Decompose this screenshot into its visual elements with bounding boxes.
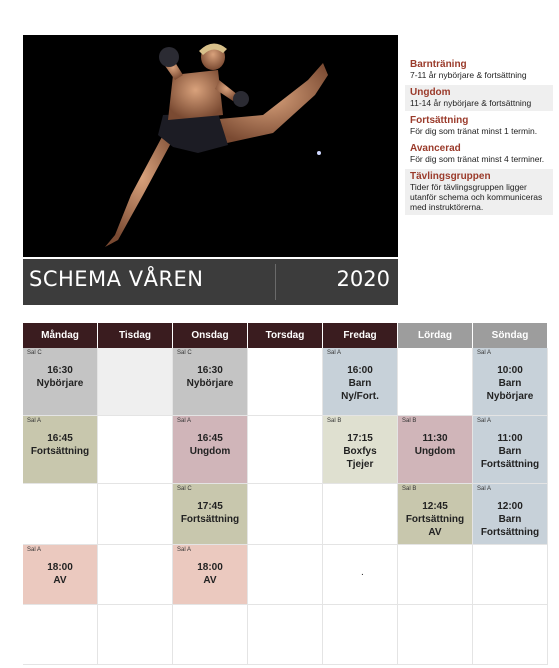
- session-label: 10:00 Barn Nybörjare: [486, 365, 534, 402]
- schedule-cell: [248, 605, 323, 665]
- session-block: [473, 484, 547, 544]
- session-label: 17:15 Boxfys Tjejer: [343, 433, 377, 470]
- session-block: [23, 416, 97, 483]
- banner-divider: [275, 264, 276, 300]
- legend-item-title: Fortsättning: [410, 115, 469, 126]
- session-block: [173, 416, 247, 483]
- schedule-cell: [98, 416, 173, 484]
- schedule-cell: [23, 484, 98, 545]
- legend-item-title: Avancerad: [410, 143, 461, 154]
- schedule-cell: [98, 348, 173, 416]
- session-room: Sal A: [177, 547, 192, 553]
- session-label: 16:30 Nybörjare: [186, 365, 234, 389]
- session-room: Sal B: [327, 418, 342, 424]
- legend-item-description: För dig som tränat minst 1 termin.: [410, 126, 538, 136]
- schedule-cell: [473, 605, 548, 665]
- banner-year: 2020: [336, 267, 390, 291]
- session-label: 16:45 Ungdom: [189, 433, 231, 457]
- day-header: Fredag: [323, 323, 397, 348]
- session-label: 11:30 Ungdom: [414, 433, 456, 457]
- session-label: 16:30 Nybörjare: [36, 365, 84, 389]
- legend-item: [405, 113, 553, 139]
- legend-item: [405, 57, 553, 83]
- legend-item-description: För dig som tränat minst 4 terminer.: [410, 154, 545, 164]
- session-block: [473, 348, 547, 415]
- schedule-cell: [173, 605, 248, 665]
- schedule-cell: [98, 605, 173, 665]
- session-label: 18:00 AV: [197, 562, 223, 586]
- session-block: [473, 416, 547, 483]
- session-block: [398, 416, 472, 483]
- session-room: Sal A: [477, 486, 492, 492]
- legend-item-description: 7-11 år nybörjare & fortsättning: [410, 70, 527, 80]
- day-header: Tisdag: [98, 323, 172, 348]
- banner-title: SCHEMA VÅREN: [29, 267, 204, 291]
- schedule-cell: [398, 605, 473, 665]
- hero-photo-kickboxer: [23, 35, 398, 257]
- session-block: [173, 348, 247, 415]
- legend-item-title: Barnträning: [410, 59, 467, 70]
- legend-item-description: 11-14 år nybörjare & fortsättning: [410, 98, 532, 108]
- session-block: [23, 348, 97, 415]
- day-header: Torsdag: [248, 323, 322, 348]
- session-block: [23, 545, 97, 604]
- schedule-cell: [98, 484, 173, 545]
- schedule-cell: [248, 545, 323, 605]
- stray-mark: .: [361, 567, 364, 578]
- session-room: Sal A: [27, 418, 42, 424]
- legend-item-description: Tider för tävlingsgruppen ligger utanför schema och kommuniceras med instruktörerna.: [410, 182, 543, 212]
- session-label: 11:00 Barn Fortsättning: [480, 433, 540, 470]
- legend-item-title: Ungdom: [410, 87, 451, 98]
- schedule-cell: [398, 348, 473, 416]
- day-header: Onsdag: [173, 323, 247, 348]
- schedule-cell: [98, 545, 173, 605]
- session-label: 12:45 Fortsättning AV: [405, 501, 465, 538]
- schedule-cell: [473, 545, 548, 605]
- session-room: Sal B: [402, 486, 417, 492]
- legend-item: [405, 141, 553, 167]
- schedule-cell: [23, 605, 98, 665]
- session-room: Sal C: [177, 486, 192, 492]
- schedule-cell: [398, 545, 473, 605]
- schedule-banner: [23, 259, 398, 305]
- legend-item: [405, 169, 553, 215]
- schedule-cell: [248, 416, 323, 484]
- day-header: Lördag: [398, 323, 472, 348]
- session-block: [398, 484, 472, 544]
- session-room: Sal A: [27, 547, 42, 553]
- session-block: [173, 545, 247, 604]
- session-label: 16:45 Fortsättning: [30, 433, 90, 457]
- session-block: [323, 416, 397, 483]
- schedule-cell: [323, 484, 398, 545]
- session-label: 16:00 Barn Ny/Fort.: [341, 365, 379, 402]
- day-header: Måndag: [23, 323, 97, 348]
- day-header: Söndag: [473, 323, 547, 348]
- session-label: 17:45 Fortsättning: [180, 501, 240, 525]
- schedule-cell: [248, 484, 323, 545]
- group-legend: [405, 57, 553, 217]
- session-room: Sal B: [402, 418, 417, 424]
- session-room: Sal A: [177, 418, 192, 424]
- session-room: Sal C: [27, 350, 42, 356]
- session-room: Sal A: [477, 350, 492, 356]
- schedule-cell: [323, 605, 398, 665]
- session-room: Sal A: [477, 418, 492, 424]
- session-room: Sal A: [327, 350, 342, 356]
- session-block: [173, 484, 247, 544]
- session-label: 12:00 Barn Fortsättning: [480, 501, 540, 538]
- session-block: [323, 348, 397, 415]
- schedule-cell: [248, 348, 323, 416]
- kickboxer-illustration: [23, 35, 398, 257]
- legend-item-title: Tävlingsgruppen: [410, 171, 491, 182]
- session-room: Sal C: [177, 350, 192, 356]
- session-label: 18:00 AV: [47, 562, 73, 586]
- legend-item: [405, 85, 553, 111]
